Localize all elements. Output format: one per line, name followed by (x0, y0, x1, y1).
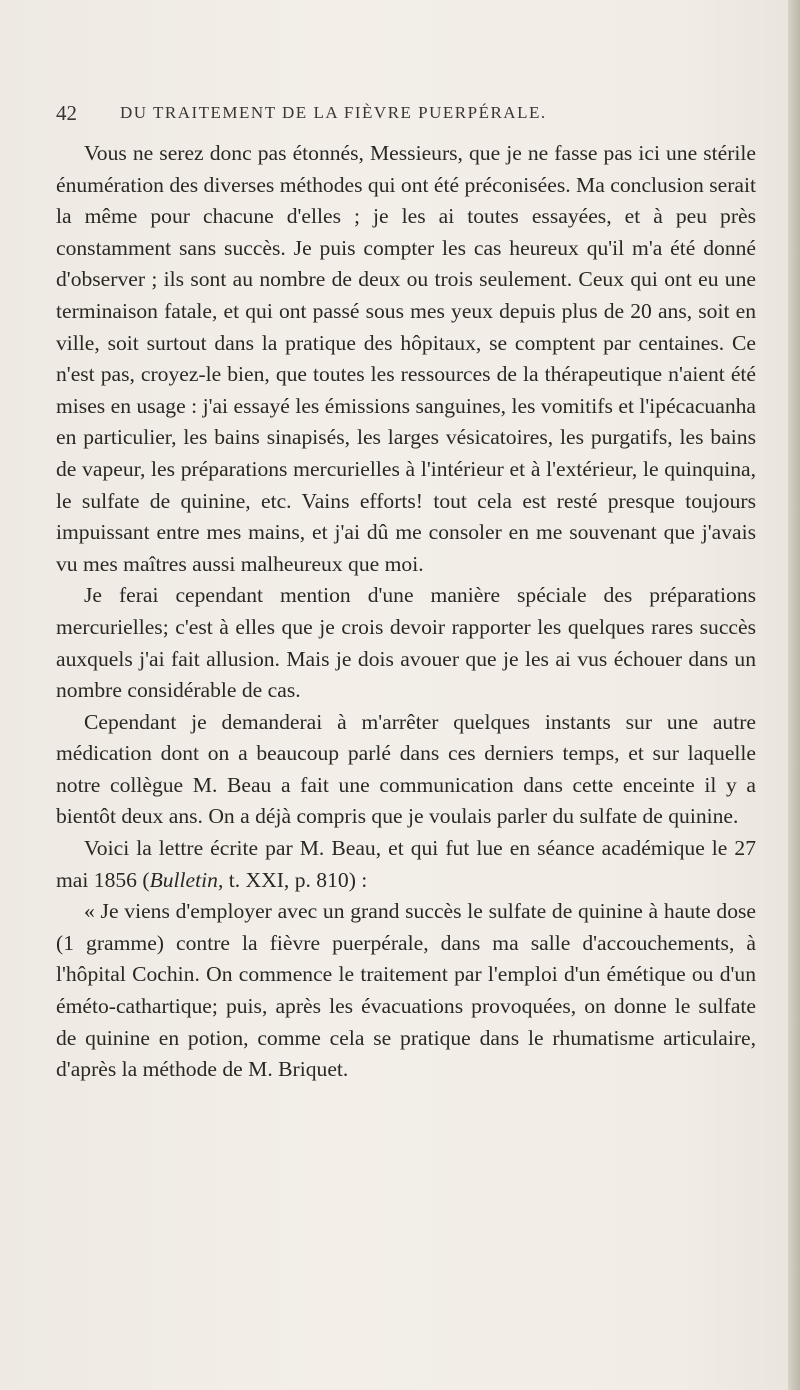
body-text (56, 138, 756, 1086)
bulletin-title: Bulletin (149, 867, 218, 892)
running-title: DU TRAITEMENT DE LA FIÈVRE PUERPÉRALE. (120, 103, 547, 122)
page-edge-shadow (788, 0, 800, 1390)
letter-intro-before: Voici la lettre écrite par M. Beau, et qui fut lue en séance académique le 27 mai 1856 ( (56, 836, 756, 892)
paragraph-mercurial: Je ferai cependant mention d'une manière spéciale des préparations mercurielles; c'est à elles que je crois devoir rapporter les quelques rares succès auxquels j'ai fait allusion. Mais je dois avouer que je les ai vus échouer dans un nombre considérable de cas. (56, 583, 756, 703)
paragraph-quinine-intro: Cependant je demanderai à m'arrêter quelques instants sur une autre médication dont on a beaucoup parlé dans ces derniers temps, et sur laquelle notre collègue M. Beau a fait une communication dans cette enceinte il y a bientôt deux ans. On a déjà compris que je voulais parler du sulfate de quinine. (56, 709, 756, 829)
paragraph-letter-intro (56, 833, 756, 896)
page-header (56, 101, 756, 131)
paragraph-methods: Vous ne serez donc pas étonnés, Messieurs, que je ne fasse pas ici une stérile énumération des diverses méthodes qui ont été préconisées. Ma conclusion serait la même pour chacune d'elles ; je les ai toutes essayées, et à peu près constamment sans succès. Je puis compter les cas heureux qu'il m'a été donné d'observer ; ils sont au nombre de deux ou trois seulement. Ceux qui ont eu une terminaison fatale, et qui ont passé sous mes yeux depuis plus de 20 ans, soit en ville, soit surtout dans la pratique des hôpitaux, se comptent par centaines. Ce n'est pas, croyez-le bien, que toutes les ressources de la thérapeutique n'aient été mises en usage : j'ai essayé les émissions sanguines, les vomitifs et l'ipécacuanha en particulier, les bains sinapisés, les larges vésicatoires, les purgatifs, les bains de vapeur, les préparations mercurielles à l'intérieur et à l'extérieur, le quinquina, le sulfate de quinine, etc. Vains efforts! tout cela est resté presque toujours impuissant entre mes mains, et j'ai dû me consoler en me souvenant que j'avais vu mes maîtres aussi malheureux que moi. (56, 141, 756, 576)
quoted-letter: « Je viens d'employer avec un grand succès le sulfate de quinine à haute dose (1 gramme) contre la fièvre puerpérale, dans ma salle d'accouchements, à l'hôpital Cochin. On commence le traitement par l'emploi d'un émétique ou d'un éméto-cathartique; puis, après les évacuations provoquées, on donne le sulfate de quinine en potion, comme cela se pratique dans le rhumatisme articulaire, d'après la méthode de M. Briquet. (56, 899, 756, 1082)
letter-intro-after: , t. XXI, p. 810) : (217, 867, 368, 892)
page-number: 42 (56, 101, 77, 125)
